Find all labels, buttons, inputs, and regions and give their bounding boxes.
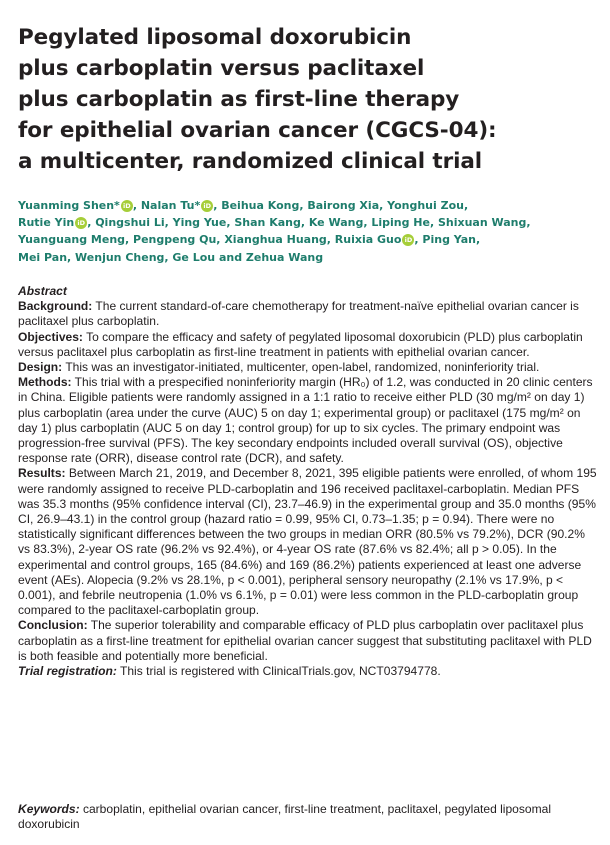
orcid-icon[interactable]: iD: [121, 200, 133, 212]
abstract-methods: [18, 375, 598, 466]
author-name[interactable]: , Nalan Tu*: [132, 199, 201, 212]
title-line: for epithelial ovarian cancer (CGCS-04):: [18, 118, 497, 143]
methods-label: Methods:: [18, 375, 72, 390]
results-label: Results:: [18, 466, 66, 481]
objectives-label: Objectives:: [18, 329, 83, 344]
trial-registration-label: Trial registration:: [18, 664, 117, 679]
author-list: [18, 197, 603, 266]
orcid-icon[interactable]: iD: [201, 200, 213, 212]
author-name[interactable]: Rutie Yin: [18, 216, 75, 230]
design-label: Design:: [18, 360, 63, 375]
design-text: This was an investigator-initiated, multicenter, open-label, randomized, noninferiority trial.: [62, 360, 540, 375]
article-title: [18, 22, 603, 177]
conclusion-text: The superior tolerability and comparable efficacy of PLD plus carboplatin over paclitaxel plus carboplatin as a first-line treatment for epithelial ovarian cancer suggest that substituting paclitaxel with PLD is both feasible and potentially more beneficial.: [18, 618, 592, 663]
conclusion-label: Conclusion:: [18, 618, 88, 633]
author-name[interactable]: Yuanming Shen*: [18, 199, 120, 212]
abstract-design: [18, 360, 598, 375]
author-names: Yuanguang Meng, Pengpeng Qu, Xianghua Huang, Ruixia Guo: [18, 233, 402, 247]
title-line: plus carboplatin versus paclitaxel: [18, 56, 425, 81]
author-line: Mei Pan, Wenjun Cheng, Ge Lou and Zehua Wang: [18, 250, 324, 264]
keywords: [18, 802, 598, 832]
background-label: Background:: [18, 299, 93, 314]
author-names: , Beihua Kong, Bairong Xia, Yonghui Zou,: [213, 199, 469, 212]
abstract-background: [18, 299, 598, 329]
abstract-results: [18, 466, 598, 618]
author-names: , Qingshui Li, Ying Yue, Shan Kang, Ke Wang, Liping He, Shixuan Wang,: [87, 216, 531, 230]
abstract-heading: Abstract: [18, 284, 67, 298]
orcid-icon[interactable]: iD: [402, 234, 414, 246]
results-text: Between March 21, 2019, and December 8, 2021, 395 eligible patients were enrolled, of whom 195 were randomly assigned to receive PLD-carboplatin and 196 received paclitaxel-carboplatin. Median PFS was 35.3 months (95% confidence interval (CI), 23.7–46.9) in the experimental group and 35.0 months (95% CI, 26.9–43.1) in the control group (hazard ratio = 0.99, 95% CI, 0.73–1.35; p = 0.94). There were no statistically significant differences between the two groups in median ORR (80.5% vs 79.2%), DCR (90.2% vs 83.3%), 2-year OS rate (96.2% vs 92.4%), or 4-year OS rate (87.6% vs 82.4%; all p > 0.05). In the experimental and control groups, 165 (84.6%) and 169 (86.2%) patients experienced at least one adverse event (AEs). Alopecia (9.2% vs 28.1%, p < 0.001), peripheral sensory neuropathy (2.1% vs 17.9%, p < 0.001), and febrile neutropenia (1.0% vs 6.1%, p = 0.01) were less common in the PLD-carboplatin group compared to the paclitaxel-carboplatin group.: [18, 466, 597, 618]
title-line: Pegylated liposomal doxorubicin: [18, 25, 412, 50]
orcid-icon[interactable]: iD: [75, 217, 87, 229]
author-line: [18, 197, 603, 214]
author-line: [18, 231, 603, 248]
trial-registration-text: This trial is registered with ClinicalTrials.gov, NCT03794778.: [116, 664, 441, 679]
title-line: a multicenter, randomized clinical trial: [18, 149, 483, 174]
title-line: plus carboplatin as first-line therapy: [18, 87, 460, 112]
abstract-objectives: [18, 330, 598, 360]
background-text: The current standard-of-care chemotherapy for treatment-naïve epithelial ovarian cancer is paclitaxel plus carboplatin.: [18, 299, 579, 329]
abstract-trial-registration: [18, 664, 598, 679]
abstract-conclusion: [18, 618, 598, 664]
author-line: [18, 214, 603, 231]
objectives-text: To compare the efficacy and safety of pegylated liposomal doxorubicin (PLD) plus carboplatin versus paclitaxel plus carboplatin as first-line treatment in patients with epithelial ovarian cancer.: [18, 329, 583, 359]
keywords-label: Keywords:: [18, 802, 80, 816]
keywords-text: carboplatin, epithelial ovarian cancer, first-line treatment, paclitaxel, pegylated liposomal doxorubicin: [18, 802, 552, 832]
methods-text: This trial with a prespecified noninferiority margin (HR₀) of 1.2, was conducted in 20 clinic centers in China. Eligible patients were randomly assigned in a 1:1 ratio to receive either PLD (30 mg/m² on day 1) plus carboplatin (area under the curve (AUC) 5 on day 1; experimental group) or paclitaxel (175 mg/m² on day 1) plus carboplatin (AUC 5 on day 1; control group) for up to six cycles. The primary endpoint was progression-free survival (PFS). The key secondary endpoints included overall survival (OS), objective response rate (ORR), disease control rate (DCR), and safety.: [18, 375, 593, 466]
author-names: , Ping Yan,: [414, 233, 481, 247]
abstract: [18, 284, 598, 679]
